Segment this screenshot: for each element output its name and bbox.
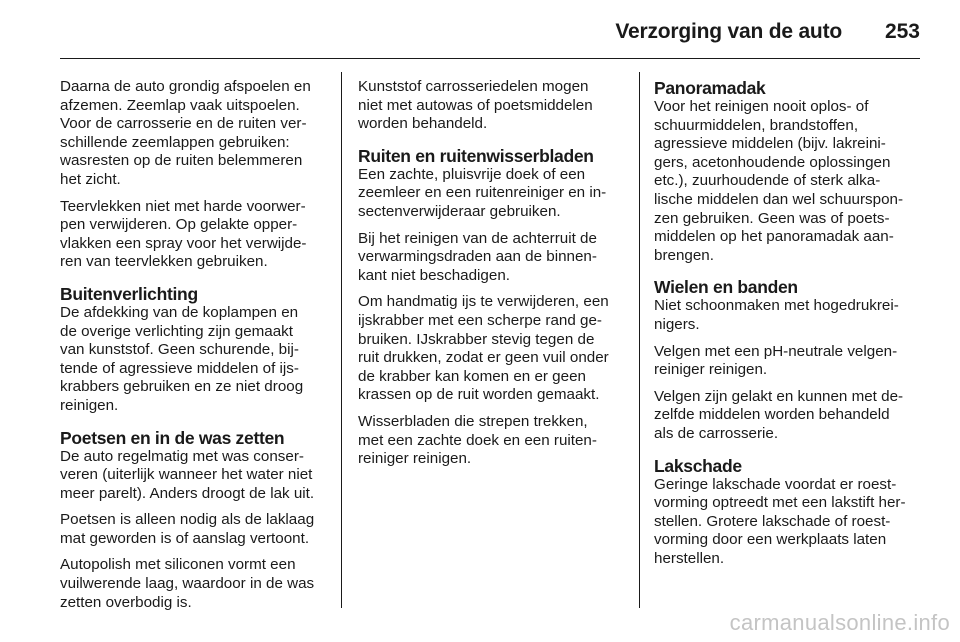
section-heading-panoramadak: Panoramadak <box>654 78 766 98</box>
page-number: 253 <box>884 20 920 43</box>
paragraph: De auto regelmatig met was conser- veren (uiterlijk wanneer het water niet meer parelt). Anders droogt de lak uit. <box>60 447 315 502</box>
section-heading-lakschade: Lakschade <box>654 455 742 476</box>
section-heading-wielen: Wielen en banden <box>654 277 798 298</box>
paragraph: Geringe lakschade voordat er roest- vorming optreedt met een lakstift her- stellen. Grotere lakschade of roest- vorming door een werkplaats laten herstellen. <box>654 475 906 567</box>
column-divider <box>341 72 342 608</box>
section-heading-buitenverlichting: Buitenverlichting <box>60 283 198 304</box>
paragraph: Velgen met een pH-neutrale velgen- reiniger reinigen. <box>654 342 898 379</box>
page-header <box>60 0 920 60</box>
section-heading-ruiten: Ruiten en ruitenwisserbladen <box>358 145 594 166</box>
paragraph: Autopolish met siliconen vormt een vuilwerende laag, waardoor in de was zetten overbodig is. <box>60 556 315 611</box>
column-2 <box>358 78 626 477</box>
paragraph: Daarna de auto grondig afspoelen en afzemen. Zeemlap vaak uitspoelen. Voor de carrosserie en de ruiten ver- schillende zeemlappen gebruiken: wasresten op de ruiten belemmeren het zicht. <box>60 78 311 188</box>
paragraph: Wisserbladen die strepen trekken, met een zachte doek en een ruiten- reiniger reinigen. <box>358 412 597 468</box>
column-1 <box>60 78 332 620</box>
section-heading-poetsen: Poetsen en in de was zetten <box>60 427 285 448</box>
paragraph: Velgen zijn gelakt en kunnen met de- zelfde middelen worden behandeld als de carrosserie. <box>654 387 904 442</box>
paragraph: Teervlekken niet met harde voorwer- pen verwijderen. Op gelakte opper- vlakken een spray voor het verwijde- ren van teervlekken gebruiken. <box>60 197 307 271</box>
column-3 <box>654 78 926 576</box>
paragraph: De afdekking van de koplampen en de overige verlichting zijn gemaakt van kunststof. Geen schurende, bij- tende of agressieve middelen of ijs- krabbers gebruiken en ze niet droog reinigen. <box>60 303 304 414</box>
paragraph: Een zachte, pluisvrije doek of een zeemleer en een ruitenreiniger en in- sectenverwijderaar gebruiken. <box>358 165 607 220</box>
watermark: carmanualsonline.info <box>729 610 950 635</box>
header-rule <box>60 58 920 59</box>
column-divider <box>639 72 640 608</box>
paragraph: Voor het reinigen nooit oplos- of schuurmiddelen, brandstoffen, agressieve middelen (bijv. lakreini- gers, acetonhoudende oplossingen etc.), zuurhoudende of sterk alka- lische middelen dan wel schuurspon- zen gebruiken. Geen was of poets- middelen op het panoramadak aan- brengen. <box>654 98 904 264</box>
paragraph: Om handmatig ijs te verwijderen, een ijskrabber met een scherpe rand ge- bruiken. IJskrabber stevig tegen de ruit drukken, zodat er geen vuil onder de krabber kan komen en er geen krassen op de ruit worden gemaakt. <box>358 293 609 404</box>
page-title: Verzorging van de auto <box>615 20 842 43</box>
paragraph: Bij het reinigen van de achterruit de verwarmingsdraden aan de binnen- kant niet beschadigen. <box>358 229 597 284</box>
paragraph: Poetsen is alleen nodig als de laklaag mat geworden is of aanslag vertoont. <box>60 511 315 547</box>
paragraph: Niet schoonmaken met hogedrukrei- nigers. <box>654 297 899 333</box>
paragraph: Kunststof carrosseriedelen mogen niet met autowas of poetsmiddelen worden behandeld. <box>358 78 593 133</box>
